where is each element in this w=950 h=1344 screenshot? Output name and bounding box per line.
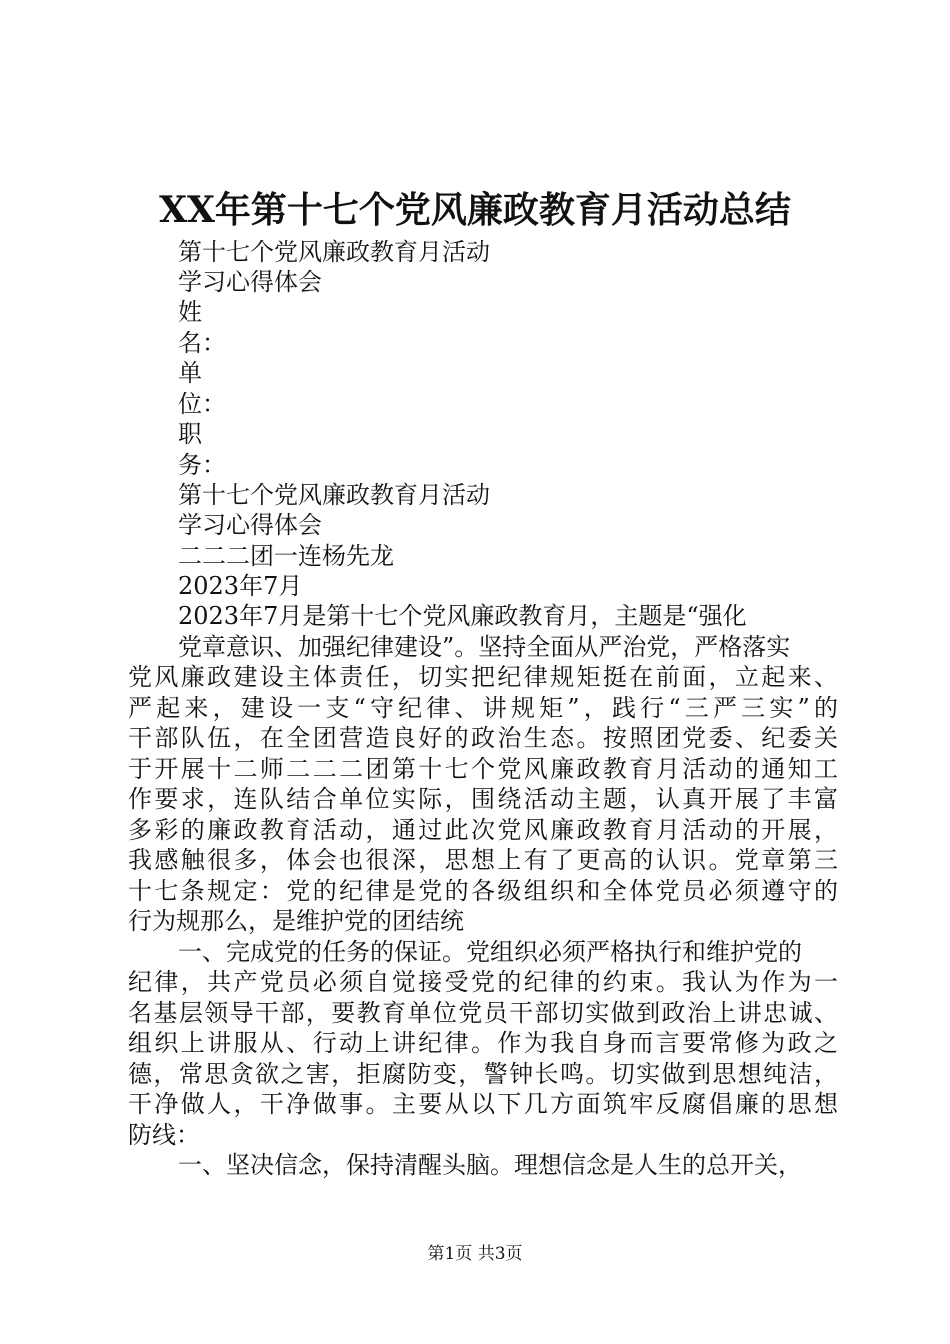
paragraph-line: 干部队伍，在全团营造良好的政治生态。按照团党委、纪委关 [128, 724, 838, 752]
header-line: 姓 [178, 298, 202, 326]
header-line: 第十七个党风廉政教育月活动 [178, 238, 490, 266]
paragraph-line: 十七条规定：党的纪律是党的各级组织和全体党员必须遵守的 [128, 877, 838, 905]
paragraph-line: 干净做人，干净做事。主要从以下几方面筑牢反腐倡廉的思想 [128, 1090, 838, 1118]
document-title: XX年第十七个党风廉政教育月活动总结 [159, 189, 791, 231]
paragraph-line: 作要求，连队结合单位实际，围绕活动主题，认真开展了丰富 [128, 785, 838, 813]
header-line: 职 [178, 420, 202, 448]
header-line: 名： [178, 329, 226, 357]
paragraph-line: 我感触很多，体会也很深，思想上有了更高的认识。党章第三 [128, 846, 838, 874]
paragraph-line: 名基层领导干部，要教育单位党员干部切实做到政治上讲忠诚、 [128, 999, 838, 1027]
paragraph-line: 一、坚决信念，保持清醒头脑。理想信念是人生的总开关， [178, 1151, 802, 1179]
header-line: 位： [178, 390, 226, 418]
paragraph-line: 2023年7月是第十七个党风廉政教育月，主题是“强化 [178, 602, 747, 630]
paragraph-line: 一、完成党的任务的保证。党组织必须严格执行和维护党的 [178, 938, 802, 966]
paragraph-line: 组织上讲服从、行动上讲纪律。作为我自身而言要常修为政之 [128, 1029, 838, 1057]
paragraph-line: 于开展十二师二二二团第十七个党风廉政教育月活动的通知工 [128, 755, 838, 783]
paragraph-line: 德，常思贪欲之害，拒腐防变，警钟长鸣。切实做到思想纯洁， [128, 1060, 838, 1088]
paragraph-line: 党章意识、加强纪律建设”。坚持全面从严治党，严格落实 [178, 633, 791, 661]
header-line: 单 [178, 359, 202, 387]
header-line: 务： [178, 451, 226, 479]
paragraph-line: 党风廉政建设主体责任，切实把纪律规矩挺在前面，立起来、 [128, 663, 838, 691]
paragraph-line: 行为规那么，是维护党的团结统 [128, 907, 464, 935]
header-line: 学习心得体会 [178, 511, 322, 539]
header-line: 2023年7月 [178, 572, 303, 600]
paragraph-line: 多彩的廉政教育活动，通过此次党风廉政教育月活动的开展， [128, 816, 838, 844]
header-line: 学习心得体会 [178, 268, 322, 296]
header-line: 二二二团一连杨先龙 [178, 542, 394, 570]
paragraph-line: 纪律，共产党员必须自觉接受党的纪律的约束。我认为作为一 [128, 968, 838, 996]
paragraph-line: 严起来，建设一支“守纪律、讲规矩”，践行“三严三实”的 [128, 694, 838, 722]
header-line: 第十七个党风廉政教育月活动 [178, 481, 490, 509]
page-footer: 第1页 共3页 [427, 1244, 523, 1264]
paragraph-line: 防线： [128, 1121, 200, 1149]
